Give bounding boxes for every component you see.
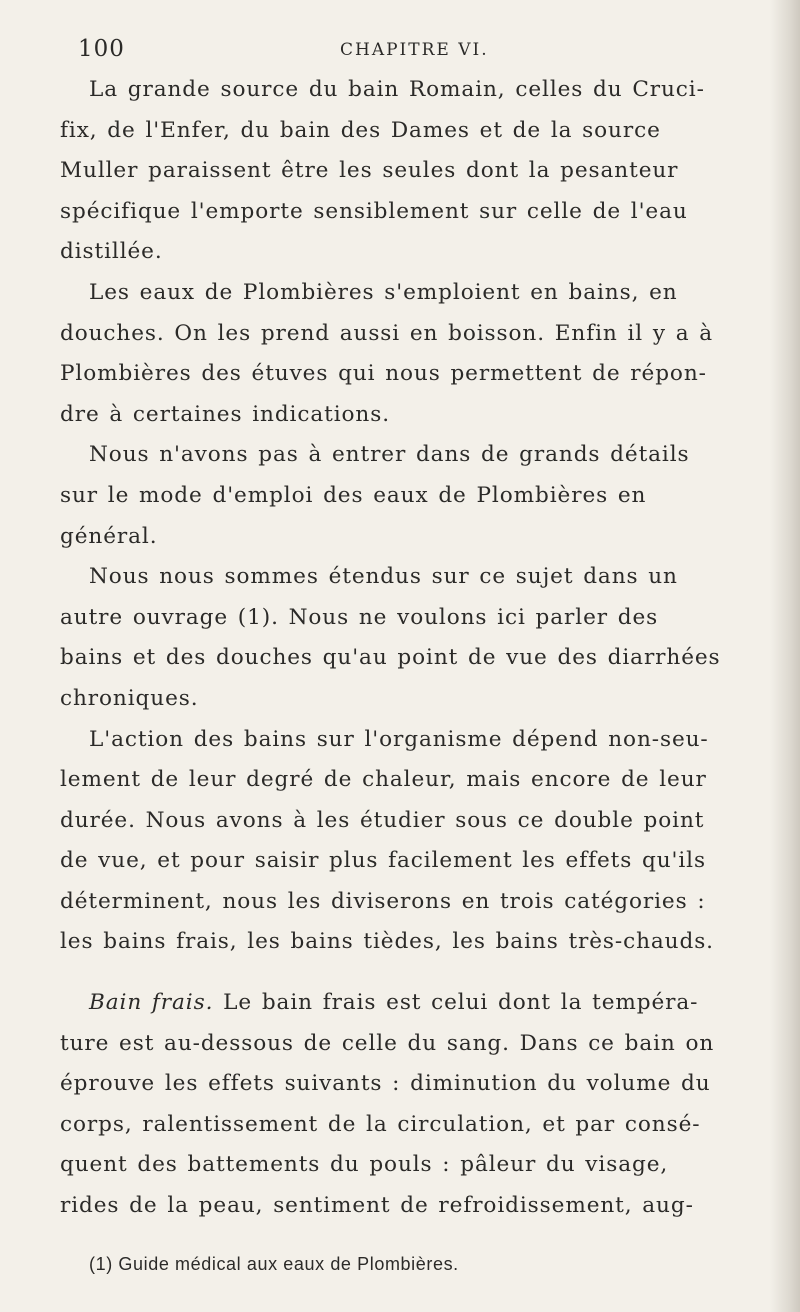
text-line: de vue, et pour saisir plus facilement les effets qu'ils [60,848,706,874]
text-line: éprouve les effets suivants : diminution du volume du [60,1071,711,1097]
text-line: quent des battements du pouls : pâleur du visage, [60,1152,669,1178]
paragraph-gap [60,963,772,983]
text-line: Nous nous sommes étendus sur ce sujet dans un [89,564,678,590]
text-line: Muller paraissent être les seules dont la pesanteur [60,158,679,184]
text-line: La grande source du bain Romain, celles du Cruci- [89,77,705,102]
body-text [60,70,772,1227]
text-line: corps, ralentissement de la circulation, et par consé- [60,1111,701,1137]
text-line: fix, de l'Enfer, du bain des Dames et de la source [60,117,661,143]
paragraph [60,273,772,435]
section-heading: Bain frais. [89,990,214,1016]
paragraph [60,720,772,964]
paragraph [60,70,772,273]
text-line: chroniques. [60,685,199,711]
text-line: lement de leur degré de chaleur, mais encore de leur [60,767,707,793]
text-line: autre ouvrage (1). Nous ne voulons ici parler des [60,604,659,630]
paragraph [60,557,772,719]
text-line: général. [60,523,158,549]
text-line: Les eaux de Plombières s'emploient en bains, en [89,279,678,305]
running-header [78,36,768,66]
text-line: bains et des douches qu'au point de vue des diarrhées [60,645,721,671]
text-line: durée. Nous avons à les étudier sous ce double point [60,807,705,833]
text-line: déterminent, nous les diviserons en trois catégories : [60,888,706,914]
text-line: spécifique l'emporte sensiblement sur celle de l'eau [60,198,688,224]
text-line: Nous n'avons pas à entrer dans de grands détails [89,442,690,468]
paragraph [60,435,772,557]
text-line: Plombières des étuves qui nous permettent de répon- [60,361,707,387]
chapter-title: CHAPITRE VI. [340,40,489,60]
text-line: distillée. [60,239,163,265]
footnote: (1) Guide médical aux eaux de Plombières. [89,1254,459,1274]
text-line: les bains frais, les bains tièdes, les bains très-chauds. [60,929,714,955]
text-line: rides de la peau, sentiment de refroidissement, aug- [60,1193,694,1219]
text-line: sur le mode d'emploi des eaux de Plombières en [60,482,647,508]
text-line: douches. On les prend aussi en boisson. Enfin il y a à [60,320,714,346]
text-line [60,983,772,1024]
text-line: ture est au-dessous de celle du sang. Dans ce bain on [60,1030,715,1056]
text-line: L'action des bains sur l'organisme dépend non-seu- [89,726,709,752]
text-line: dre à certaines indications. [60,401,390,427]
paragraph [60,983,772,1227]
page-number: 100 [78,36,125,62]
heading-line-text: Le bain frais est celui dont la tempéra- [213,990,699,1016]
